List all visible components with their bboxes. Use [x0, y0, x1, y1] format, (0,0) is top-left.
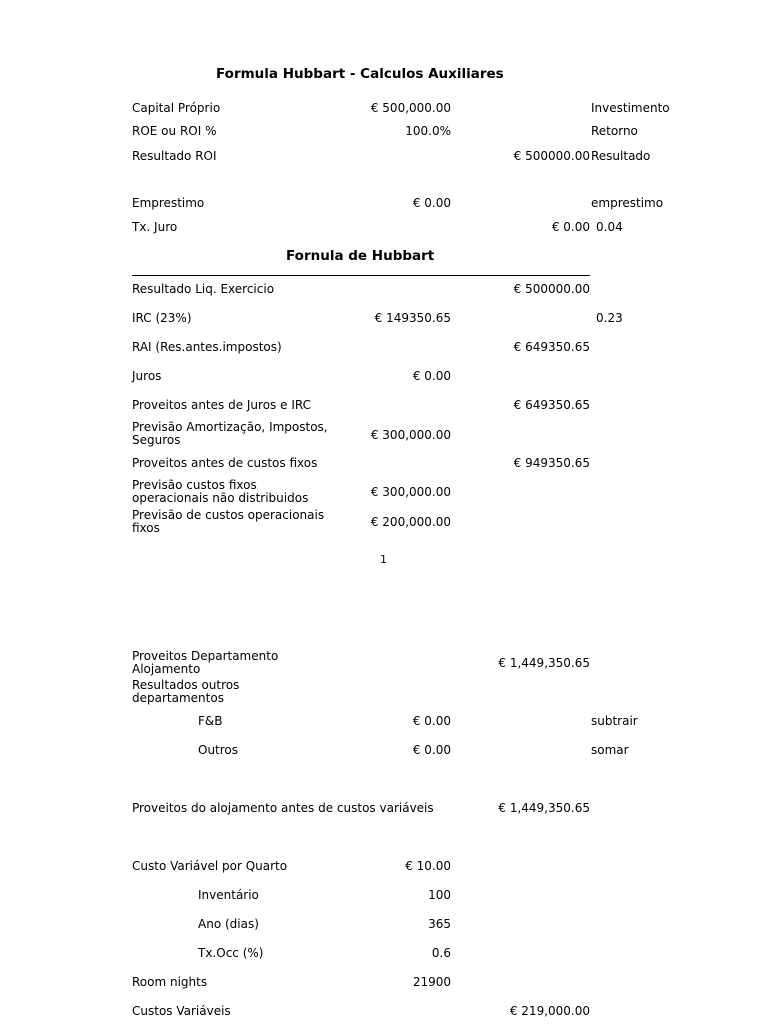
outros-value: € 0.00 [412, 743, 451, 757]
room-nights-label: Room nights [132, 975, 208, 989]
tx-occ-label: Tx.Occ (%) [198, 946, 264, 960]
outros-side-label: somar [591, 743, 629, 757]
proveitos-antes-juros-value: € 649350.65 [513, 398, 590, 412]
juros-label: Juros [132, 369, 162, 383]
rai-value: € 649350.65 [513, 340, 590, 354]
irc-label: IRC (23%) [132, 311, 192, 325]
proveitos-alojamento-value: € 1,449,350.65 [498, 656, 590, 670]
inventario-label: Inventário [198, 888, 259, 902]
section-divider [132, 275, 590, 276]
emprestimo-side-label: emprestimo [591, 196, 664, 210]
proveitos-antes-custos-fixos-value: € 949350.65 [513, 456, 590, 470]
tx-juro-rate: 0.04 [596, 220, 623, 234]
roe-value: 100.0% [405, 124, 451, 138]
roe-label: ROE ou ROI % [132, 124, 217, 138]
capital-value: € 500,000.00 [370, 101, 451, 115]
custo-variavel-quarto-label: Custo Variável por Quarto [132, 859, 288, 873]
roe-side-label: Retorno [591, 124, 638, 138]
proveitos-antes-juros-label: Proveitos antes de Juros e IRC [132, 398, 311, 412]
fb-side-label: subtrair [591, 714, 638, 728]
ano-dias-value: 365 [428, 917, 451, 931]
custos-variaveis-label: Custos Variáveis [132, 1004, 231, 1018]
section-title: Fornula de Hubbart [286, 248, 435, 264]
capital-label: Capital Próprio [132, 101, 221, 115]
tx-occ-value: 0.6 [431, 946, 451, 960]
custos-variaveis-value: € 219,000.00 [509, 1004, 590, 1018]
previsao-amortizacao-label: Previsão Amortização, Impostos, Seguros [132, 420, 328, 447]
room-nights-value: 21900 [412, 975, 451, 989]
fb-value: € 0.00 [412, 714, 451, 728]
resultado-liq-label: Resultado Liq. Exercicio [132, 282, 275, 296]
proveitos-antes-custos-fixos-label: Proveitos antes de custos fixos [132, 456, 318, 470]
custo-variavel-quarto-value: € 10.00 [405, 859, 451, 873]
fb-label: F&B [198, 714, 223, 728]
emprestimo-label: Emprestimo [132, 196, 205, 210]
juros-value: € 0.00 [412, 369, 451, 383]
resultado-liq-value: € 500000.00 [513, 282, 590, 296]
tx-juro-label: Tx. Juro [132, 220, 178, 234]
tx-juro-value: € 0.00 [551, 220, 590, 234]
previsao-custos-operacionais-value: € 200,000.00 [370, 515, 451, 529]
emprestimo-value: € 0.00 [412, 196, 451, 210]
irc-rate: 0.23 [596, 311, 623, 325]
proveitos-alojamento-cv-value: € 1,449,350.65 [498, 801, 590, 815]
page-number: 1 [380, 553, 387, 566]
page-title: Formula Hubbart - Calculos Auxiliares [216, 66, 504, 82]
resultados-outros-label: Resultados outros departamentos [132, 678, 240, 705]
capital-side-label: Investimento [591, 101, 670, 115]
proveitos-alojamento-label: Proveitos Departamento Alojamento [132, 649, 279, 676]
resultado-roi-value: € 500000.00 [513, 149, 590, 163]
outros-label: Outros [198, 743, 239, 757]
irc-value: € 149350.65 [374, 311, 451, 325]
rai-label: RAI (Res.antes.impostos) [132, 340, 282, 354]
previsao-custos-operacionais-label: Previsão de custos operacionais fixos [132, 508, 325, 535]
inventario-value: 100 [428, 888, 451, 902]
ano-dias-label: Ano (dias) [198, 917, 259, 931]
proveitos-alojamento-cv-label: Proveitos do alojamento antes de custos variáveis [132, 801, 434, 815]
resultado-roi-label: Resultado ROI [132, 149, 217, 163]
previsao-custos-fixos-value: € 300,000.00 [370, 485, 451, 499]
resultado-roi-side-label: Resultado [591, 149, 651, 163]
previsao-custos-fixos-label: Previsão custos fixos operacionais não distribuidos [132, 478, 309, 505]
previsao-amortizacao-value: € 300,000.00 [370, 428, 451, 442]
